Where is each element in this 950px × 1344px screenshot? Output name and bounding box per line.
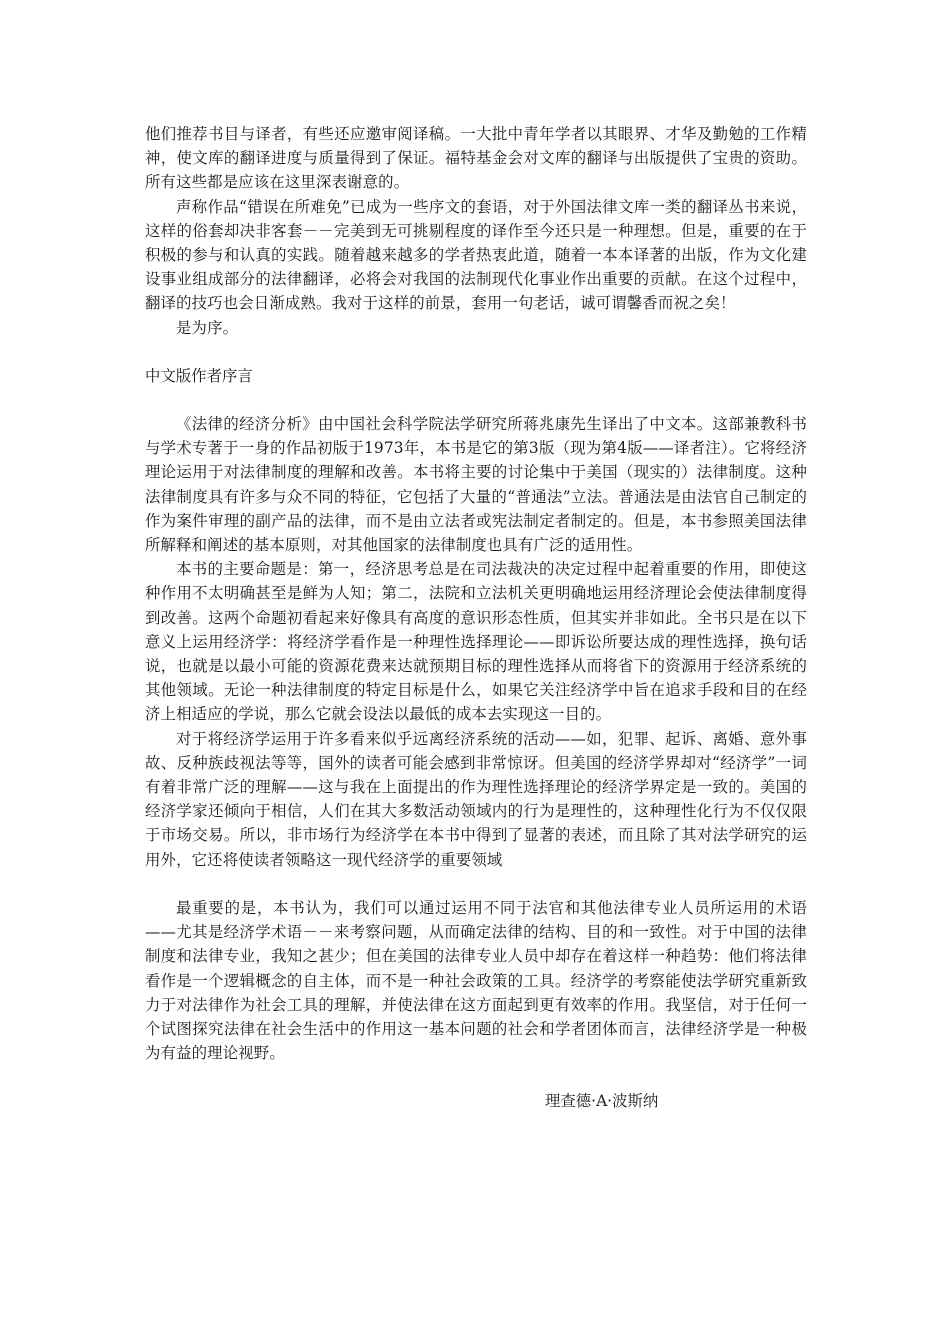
paragraph-most-important: 最重要的是，本书认为，我们可以通过运用不同于法官和其他法律专业人员所运用的术语——尤其是经济学术语－－来考察问题，从而确定法律的结构、目的和一致性。对于中国的法律制度和法律专业，我知之甚少；但在美国的法律专业人员中却存在着这样一种趋势：他们将法律看作是一个逻辑概念的自主体，而不是一种社会政策的工具。经济学的考察能使法学研究重新致力于对法律作为社会工具的理解，并使法律在这方面起到更有效率的作用。我坚信，对于任何一个试图探究法律在社会生活中的作用这一基本问题的社会和学者团体而言，法律经济学是一种极为有益的理论视野。 (145, 898, 807, 1063)
document-page (145, 122, 807, 1114)
paragraph-translators-thanks: 他们推荐书目与译者，有些还应邀审阅译稿。一大批中青年学者以其眼界、才华及勤勉的工作精神，使文库的翻译进度与质量得到了保证。福特基金会对文库的翻译与出版提供了宝贵的资助。所有这些都是应该在这里深表谢意的。 (145, 125, 807, 192)
spacer (145, 1065, 807, 1089)
spacer (145, 388, 807, 412)
paragraph-translation-ideal: 声称作品“错误在所难免”已成为一些序文的套语，对于外国法律文库一类的翻译丛书来说，这样的俗套却决非客套－－完美到无可挑剔程度的译作至今还只是一种理想。但是，重要的在于积极的参与和认真的实践。随着越来越多的学者热衷此道，随着一本本译著的出版，作为文化建设事业组成部分的法律翻译，必将会对我国的法制现代化事业作出重要的贡献。在这个过程中，翻译的技巧也会日渐成熟。我对于这样的前景，套用一句老话，诚可谓馨香而祝之矣！ (145, 197, 807, 313)
spacer (145, 340, 807, 364)
spacer (145, 872, 807, 896)
paragraph-economics-scope: 对于将经济学运用于许多看来似乎远离经济系统的活动——如，犯罪、起诉、离婚、意外事故、反种族歧视法等等，国外的读者可能会感到非常惊讶。但美国的经济学界却对“经济学”一词有着非常广泛的理解——这与我在上面提出的作为理性选择理论的经济学界定是一致的。美国的经济学家还倾向于相信，人们在其大多数活动领域内的行为是理性的，这种理性化行为不仅仅限于市场交易。所以，非市场行为经济学在本书中得到了显著的表述，而且除了其对法学研究的运用外，它还将使读者领略这一现代经济学的重要领域 (145, 729, 807, 869)
section-heading-author-preface: 中文版作者序言 (145, 366, 253, 385)
paragraph-main-propositions: 本书的主要命题是：第一，经济思考总是在司法裁决的决定过程中起着重要的作用，即使这种作用不太明确甚至是鲜为人知；第二，法院和立法机关更明确地运用经济理论会使法律制度得到改善。这两个命题初看起来好像具有高度的意识形态性质，但其实并非如此。全书只是在以下意义上运用经济学：将经济学看作是一种理性选择理论——即诉讼所要达成的理性选择，换句话说，也就是以最小可能的资源花费来达就预期目标的理性选择从而将省下的资源用于经济系统的其他领域。无论一种法律制度的特定目标是什么，如果它关注经济学中旨在追求手段和目的在经济上相适应的学说，那么它就会设法以最低的成本去实现这一目的。 (145, 560, 807, 724)
paragraph-closing-preface: 是为序。 (176, 318, 239, 337)
author-signature: 理查德·A·波斯纳 (545, 1092, 659, 1111)
paragraph-book-introduction: 《法律的经济分析》由中国社会科学院法学研究所蒋兆康先生译出了中文本。这部兼教科书与学术专著于一身的作品初版于1973年，本书是它的第3版（现为第4版——译者注）。它将经济理论运用于对法律制度的理解和改善。本书将主要的讨论集中于美国（现实的）法律制度。这种法律制度具有许多与众不同的特征，它包括了大量的“普通法”立法。普通法是由法官自己制定的作为案件审理的副产品的法律，而不是由立法者或宪法制定者制定的。但是，本书参照美国法律所解释和阐述的基本原则，对其他国家的法律制度也具有广泛的适用性。 (145, 415, 807, 555)
